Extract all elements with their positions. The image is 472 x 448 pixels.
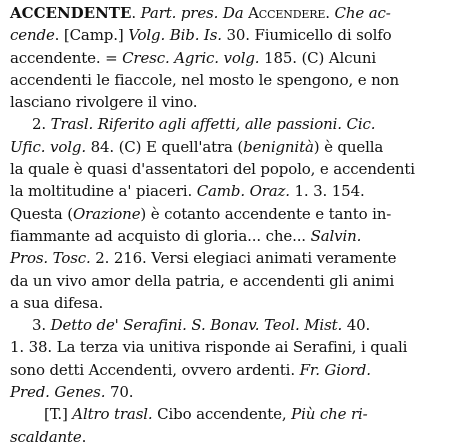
citation-source: Fr. Giord. xyxy=(299,360,371,379)
entry-line: 1. 38. La terza via unitiva risponde ai Serafini, i quali xyxy=(10,338,408,357)
citation-source: Pros. Tosc. xyxy=(10,249,91,268)
entry-line: Pred. Genes. 70. xyxy=(10,383,134,402)
citation-source: Cresc. Agric. volg. xyxy=(122,48,260,67)
entry-line: sono detti Accendenti, ovvero ardenti. Fr. Giord. xyxy=(10,360,371,379)
citation-source: Ufic. volg. xyxy=(10,137,86,156)
tommaseo-note-line: [T.] Altro trasl. Cibo accendente, Più che ri- xyxy=(44,405,368,424)
entry-line: lasciano rivolgere il vino. xyxy=(10,93,198,112)
citation-source: Volg. Bib. Is. xyxy=(128,26,222,45)
entry-line: cende. [Camp.] Volg. Bib. Is. 30. Fiumicello di solfo xyxy=(10,26,392,45)
sense-3-line: 3. Detto de' Serafini. S. Bonav. Teol. Mist. 40. xyxy=(32,316,371,335)
entry-line: a sua difesa. xyxy=(10,293,104,312)
sense-number: 3. xyxy=(32,316,51,335)
citation-source: Pred. Genes. xyxy=(10,383,106,402)
entry-line: scaldante. xyxy=(10,427,87,446)
entry-line: Questa (Orazione) è cotanto accendente e tanto in- xyxy=(10,204,392,223)
entry-line: la moltitudine a' piaceri. Camb. Oraz. 1. 3. 154. xyxy=(10,182,365,201)
entry-line: la quale è quasi d'assentatori del popolo, e accendenti xyxy=(10,160,415,179)
citation-source: Camb. Oraz. xyxy=(196,182,290,201)
entry-line: accendenti le fiaccole, nel mosto le spengono, e non xyxy=(10,70,400,89)
headword: ACCENDENTE xyxy=(10,4,132,22)
cross-reference: Accendere xyxy=(248,4,326,22)
entry-line: Pros. Tosc. 2. 216. Versi elegiaci animati veramente xyxy=(10,249,397,268)
citation-source: Salvin. xyxy=(310,226,362,245)
sense-2-line: 2. Trasl. Riferito agli affetti, alle passioni. Cic. xyxy=(32,115,376,134)
entry-line: da un vivo amor della patria, e accendenti gli animi xyxy=(10,271,395,290)
entry-line: fiammante ad acquisto di gloria... che... Salvin. xyxy=(10,226,362,245)
entry-line: ACCENDENTE. Part. pres. Da Accendere. Che ac- xyxy=(10,4,391,22)
editor-mark: [T.] xyxy=(44,405,73,424)
entry-line: Ufic. volg. 84. (C) E quell'atra (benignità) è quella xyxy=(10,137,384,156)
sense-number: 2. xyxy=(32,115,51,134)
entry-line: accendente. = Cresc. Agric. volg. 185. (C) Alcuni xyxy=(10,48,377,67)
